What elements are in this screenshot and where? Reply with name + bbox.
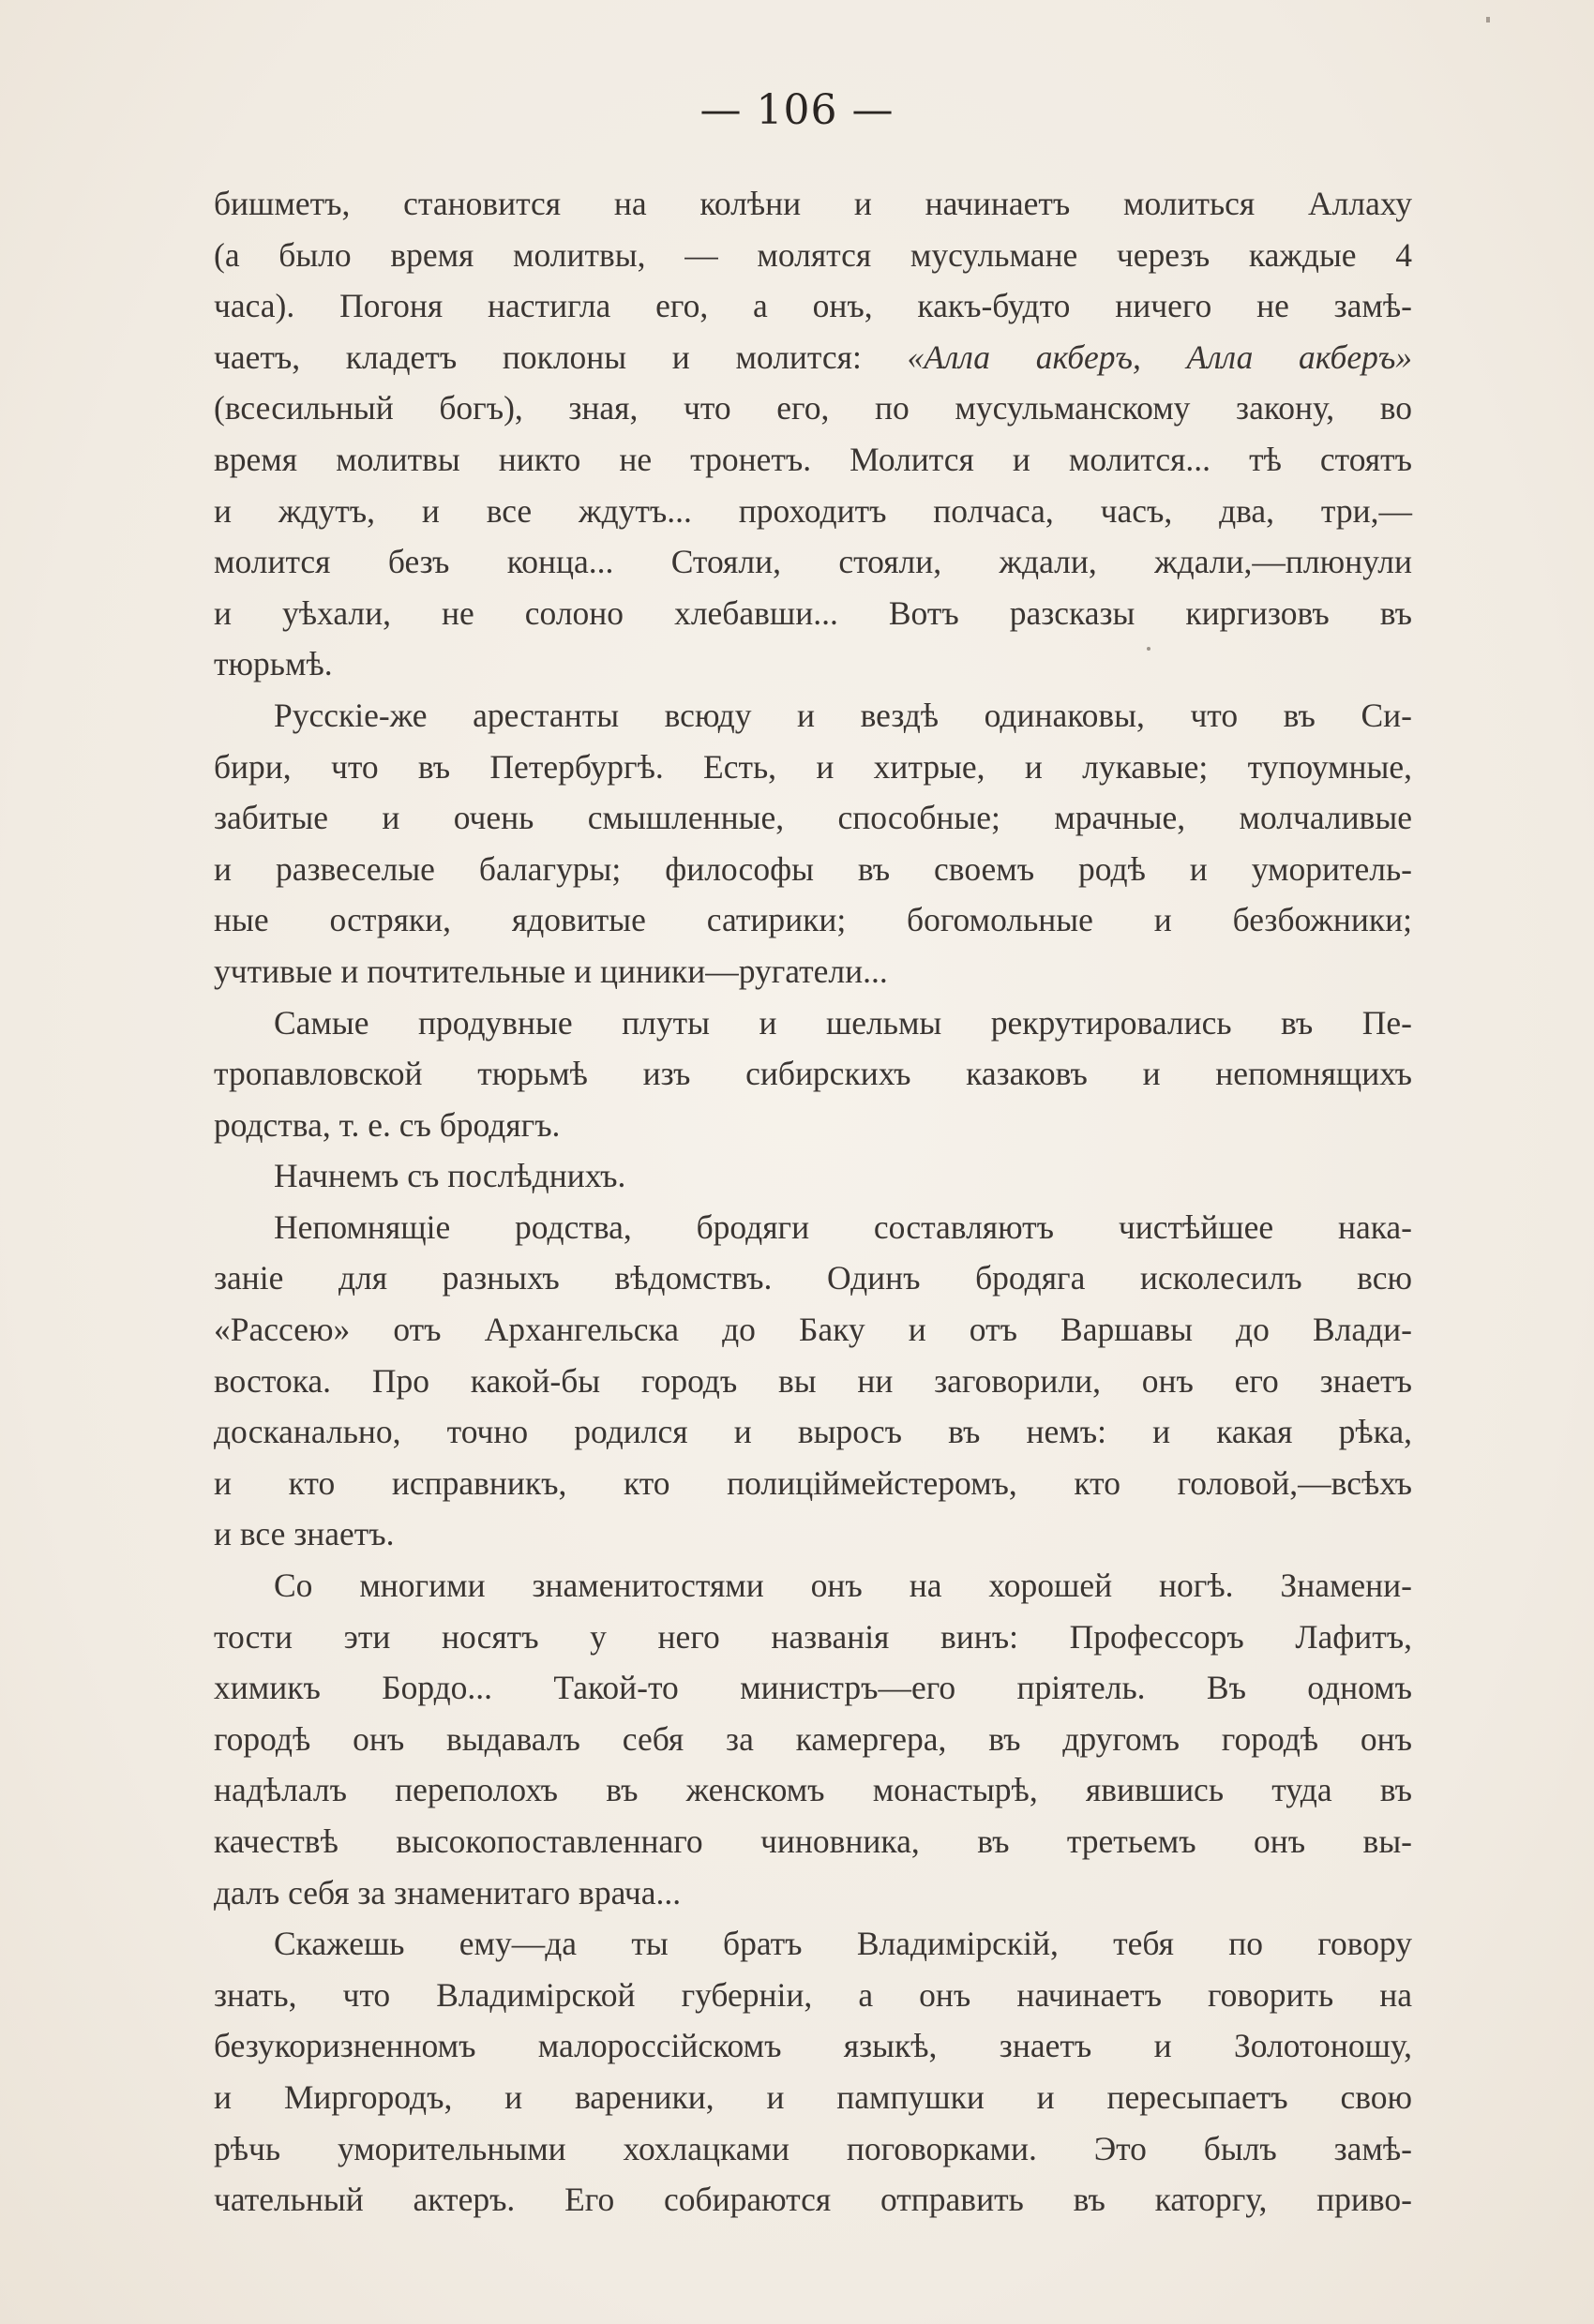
- text-line: (всесильный богъ), зная, что его, по мусульманскому закону, во: [214, 389, 1412, 427]
- text-line: чаетъ, кладетъ поклоны и молится: «Алла акберъ, Алла акберъ»: [214, 337, 1413, 376]
- text-line: Непомнящіе родства, бродяги составляютъ чистѣйшее нака-: [274, 1207, 1412, 1246]
- paragraph: [214, 1560, 1412, 1918]
- text-line: чательный актеръ. Его собираются отправить въ каторгу, приво-: [214, 2181, 1412, 2219]
- text-line: тюрьмѣ.: [214, 645, 333, 683]
- text-line: молится безъ конца... Стояли, стояли, ждали, ждали,—плюнули: [214, 543, 1412, 581]
- text-line: Русскіе-же арестанты всюду и вездѣ одинаковы, что въ Си-: [274, 696, 1412, 734]
- text-line: и уѣхали, не солоно хлебавши... Вотъ разсказы киргизовъ въ: [214, 593, 1412, 632]
- text-line: (а было время молитвы, — молятся мусульмане черезъ каждые 4: [214, 235, 1412, 274]
- text-line: безукоризненномъ малороссійскомъ языкѣ, знаетъ и Золотоношу,: [214, 2027, 1412, 2065]
- text-line: тости эти носятъ у него названія винъ: Профессоръ Лафитъ,: [214, 1617, 1412, 1656]
- text-line: забитые и очень смышленные, способные; мрачные, молчаливые: [214, 799, 1412, 837]
- text-line: знать, что Владимірской губерніи, а онъ начинаетъ говорить на: [214, 1975, 1412, 2014]
- text-line: заніе для разныхъ вѣдомствъ. Одинъ бродяга исколесилъ всю: [214, 1259, 1412, 1297]
- text-line: и ждутъ, и все ждутъ... проходитъ полчаса, часъ, два, три,—: [214, 491, 1412, 530]
- text-line: Скажешь ему—да ты братъ Владимірскій, тебя по говору: [274, 1925, 1412, 1963]
- text-line: учтивые и почтительные и циники—ругатели...: [214, 952, 888, 990]
- text-line: тропавловской тюрьмѣ изъ сибирскихъ казаковъ и непомнящихъ: [214, 1055, 1412, 1093]
- print-speck: [1486, 17, 1490, 22]
- text-line: время молитвы никто не тронетъ. Молится и молится... тѣ стоятъ: [214, 440, 1412, 478]
- text-line: Начнемъ съ послѣднихъ.: [274, 1157, 626, 1195]
- paragraph: [214, 997, 1412, 1151]
- text-line: качествѣ высокопоставленнаго чиновника, въ третьемъ онъ вы-: [214, 1822, 1412, 1860]
- text-line: и кто исправникъ, кто полиціймейстеромъ, кто головой,—всѣхъ: [214, 1463, 1412, 1502]
- text-line: надѣлалъ переполохъ въ женскомъ монастырѣ, явившись туда въ: [214, 1771, 1412, 1809]
- italic-phrase: «Алла акберъ, Алла акберъ»: [907, 337, 1413, 376]
- text-line: Самые продувные плуты и шельмы рекрутировались въ Пе-: [274, 1003, 1412, 1042]
- text-line: и развеселые балагуры; философы въ своемъ родѣ и уморитель-: [214, 849, 1412, 888]
- text-line: и все знаетъ.: [214, 1515, 395, 1553]
- text-line: ные остряки, ядовитые сатирики; богомольные и безбожники;: [214, 901, 1412, 939]
- text-line: рѣчь уморительными хохлацками поговорками. Это былъ замѣ-: [214, 2129, 1412, 2167]
- text-line: и Миргородъ, и вареники, и пампушки и пересыпаетъ свою: [214, 2077, 1412, 2116]
- paragraph: [214, 178, 1412, 690]
- text-line: бишметъ, становится на колѣни и начинаетъ молиться Аллаху: [214, 185, 1412, 222]
- text-line: Со многими знаменитостями онъ на хорошей ногѣ. Знамени-: [274, 1567, 1412, 1605]
- text-line: бири, что въ Петербургѣ. Есть, и хитрые, и лукавые; тупоумные,: [214, 747, 1412, 786]
- text-line: далъ себя за знаменитаго врача...: [214, 1873, 682, 1912]
- text-line: городѣ онъ выдавалъ себя за камергера, въ другомъ городѣ онъ: [214, 1719, 1412, 1758]
- body-text: [214, 178, 1412, 2226]
- text-line: досканально, точно родился и выросъ въ немъ: и какая рѣка,: [214, 1413, 1412, 1451]
- paragraph: [214, 1202, 1412, 1560]
- text-line: востока. Про какой-бы городъ вы ни заговорили, онъ его знаетъ: [214, 1361, 1412, 1400]
- page-number: — 106 —: [699, 86, 895, 134]
- text-line: часа). Погоня настигла его, а онъ, какъ-будто ничего не замѣ-: [214, 287, 1412, 325]
- paragraph: [214, 1150, 1412, 1202]
- text-line: родства, т. е. съ бродягъ.: [214, 1105, 561, 1144]
- paragraph: [214, 1918, 1412, 2226]
- text-line: «Рассею» отъ Архангельска до Баку и отъ Варшавы до Влади-: [214, 1311, 1412, 1349]
- text-line: химикъ Бордо... Такой-то министръ—его пріятель. Въ одномъ: [214, 1669, 1412, 1707]
- paragraph: [214, 690, 1412, 997]
